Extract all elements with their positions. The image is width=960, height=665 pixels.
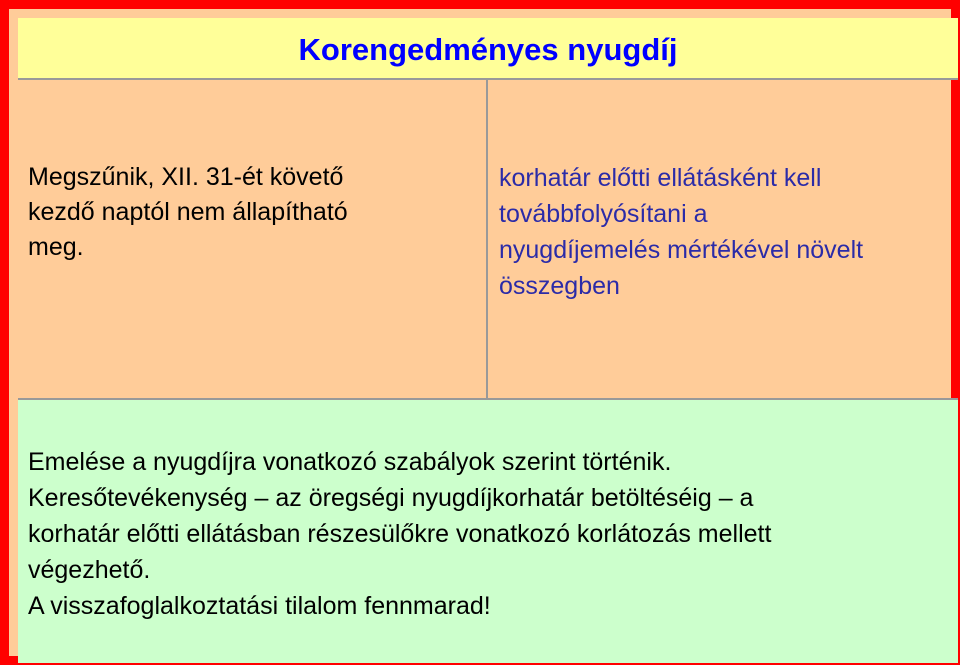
page-title: Korengedményes nyugdíj <box>298 32 678 67</box>
right-cell-text <box>499 160 939 304</box>
right-cell <box>488 80 958 398</box>
right-line-1: korhatár előtti ellátásként kell <box>499 164 822 192</box>
left-line-3: meg. <box>28 233 84 261</box>
left-line-1: Megszűnik, XII. 31-ét követő <box>28 163 344 191</box>
bottom-line-3: korhatár előtti ellátásban részesülőkre vonatkozó korlátozás mellett <box>28 520 772 548</box>
left-cell-text <box>28 160 468 265</box>
bottom-line-4: végezhető. <box>28 556 151 584</box>
bottom-line-5: A visszafoglalkoztatási tilalom fennmarad! <box>28 592 491 620</box>
bottom-line-2: Keresőtevékenység – az öregségi nyugdíjkorhatár betöltéséig – a <box>28 484 754 512</box>
right-line-3: nyugdíjemelés mértékével növelt <box>499 236 864 264</box>
right-line-2: továbbfolyósítani a <box>499 200 708 228</box>
left-cell <box>18 80 488 398</box>
title-row <box>18 18 958 80</box>
left-line-2: kezdő naptól nem állapítható <box>28 198 348 226</box>
bottom-cell <box>18 398 958 663</box>
bottom-cell-text <box>28 444 953 624</box>
bottom-line-1: Emelése a nyugdíjra vonatkozó szabályok szerint történik. <box>28 448 672 476</box>
right-line-4: összegben <box>499 272 620 300</box>
